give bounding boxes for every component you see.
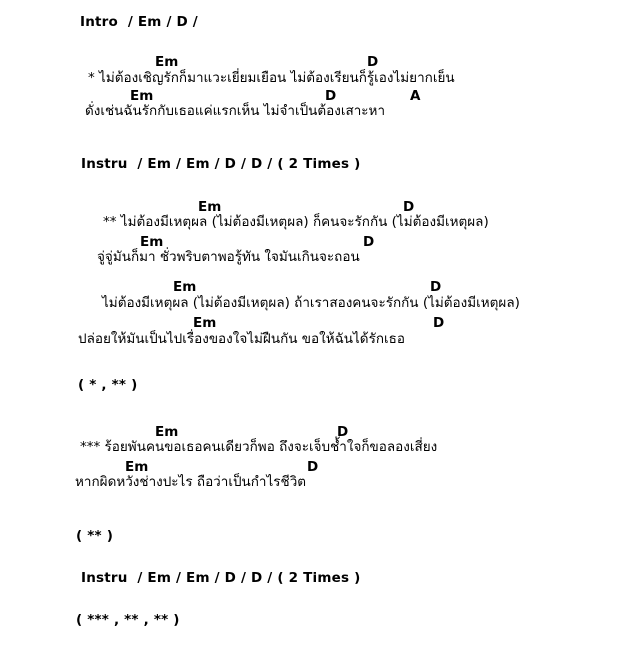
chord-label: D bbox=[325, 88, 337, 104]
lyric-line: หากผิดหวังช่างปะไร ถือว่าเป็นกำไรชีวิต bbox=[75, 474, 307, 490]
repeat-ref-line: ( ** ) bbox=[76, 528, 114, 544]
lyric-line: ปล่อยให้มันเป็นไปเรื่องของใจไม่ฝืนกัน ขอให้ฉันได้รักเธอ bbox=[78, 331, 405, 347]
repeat-ref-line: ( * , ** ) bbox=[78, 377, 138, 393]
chord-label: D bbox=[430, 279, 442, 295]
chord-label: A bbox=[410, 88, 421, 104]
chord-label: D bbox=[367, 54, 379, 70]
chord-label: Em bbox=[125, 459, 149, 475]
chord-label: Em bbox=[198, 199, 222, 215]
chord-label: Em bbox=[155, 424, 179, 440]
lyric-line: *** ร้อยพันคนขอเธอคนเดียวก็พอ ถึงจะเจ็บช้ำใจก็ขอลองเสี่ยง bbox=[80, 439, 438, 455]
repeat-ref-line: ( *** , ** , ** ) bbox=[76, 612, 180, 628]
chord-label: D bbox=[337, 424, 349, 440]
lyric-line: ไม่ต้องมีเหตุผล (ไม่ต้องมีเหตุผล) ถ้าเราสองคนจะรักกัน (ไม่ต้องมีเหตุผล) bbox=[102, 295, 520, 311]
lyric-line: จู่จู่มันก็มา ชั่วพริบตาพอรู้ทัน ใจมันเกินจะถอน bbox=[97, 249, 360, 265]
section-line: Intro / Em / D / bbox=[80, 14, 198, 30]
chord-label: Em bbox=[193, 315, 217, 331]
chord-label: Em bbox=[173, 279, 197, 295]
chord-label: D bbox=[433, 315, 445, 331]
chord-label: D bbox=[307, 459, 319, 475]
chord-label: D bbox=[363, 234, 375, 250]
chord-label: Em bbox=[155, 54, 179, 70]
section-line: Instru / Em / Em / D / D / ( 2 Times ) bbox=[81, 156, 361, 172]
lyric-line: ** ไม่ต้องมีเหตุผล (ไม่ต้องมีเหตุผล) ก็คนจะรักกัน (ไม่ต้องมีเหตุผล) bbox=[103, 214, 489, 230]
chord-label: Em bbox=[140, 234, 164, 250]
lyric-line: ดั่งเช่นฉันรักกับเธอแค่แรกเห็น ไม่จำเป็นต้องเสาะหา bbox=[85, 103, 386, 119]
lyric-line: * ไม่ต้องเชิญรักก็มาแวะเยี่ยมเยือน ไม่ต้องเรียนก็รู้เองไม่ยากเย็น bbox=[88, 70, 455, 86]
section-line: Instru / Em / Em / D / D / ( 2 Times ) bbox=[81, 570, 361, 586]
chord-label: D bbox=[403, 199, 415, 215]
chord-label: Em bbox=[130, 88, 154, 104]
